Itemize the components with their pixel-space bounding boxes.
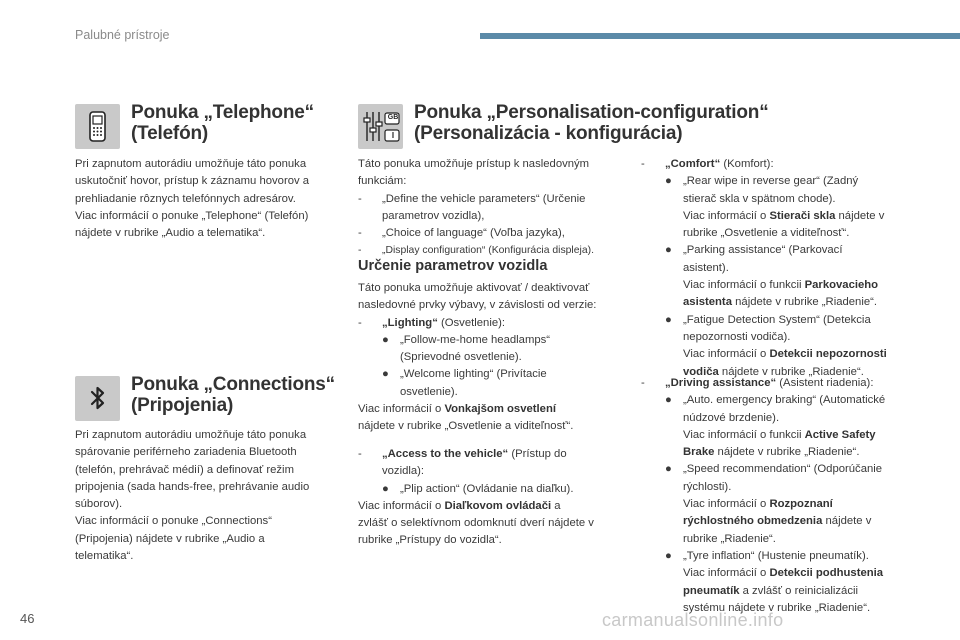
language-label-i: I xyxy=(391,131,395,140)
phone-icon xyxy=(75,104,120,149)
language-label-gb: GB xyxy=(387,114,399,121)
personalisation-body: Táto ponuka umožňuje prístup k nasledovným funkciám: - „Define the vehicle parameters“ (Určenie parametrov vozidla), - „Choice of language“ (Voľba jazyka), - „Display configuration“ (Konfigurácia displeja). xyxy=(358,158,594,257)
bluetooth-icon xyxy=(75,376,120,421)
telephone-body: Pri zapnutom autorádiu umožňuje táto ponuka uskutočniť hovor, prístup k záznamu hovorov a prehliadanie rôznych telefónnych adresárov. Viac informácií o ponuke „Telephone“ (Telefón) nájdete v rubrike „Audio a telematika“. xyxy=(75,158,310,240)
vehicle-params-body: Táto ponuka umožňuje aktivovať / deaktivovať nasledovné prvky výbavy, v závislosti od verzie: - „Lighting“ (Osvetlenie): ● „Follow-me-home headlamps“ (Sprievodné osvetlenie). ● „Welcome lighting“ (Privítacie osvetlenie). Viac informácií o Vonkajšom osvetlení nájdete v rubrike „Osvetlenie a viditeľnosť“. xyxy=(358,282,597,433)
page-number: 46 xyxy=(20,611,35,626)
comfort-body: - „Comfort“ (Komfort): ● „Rear wipe in reverse gear“ (Zadný stierač skla v spätnom chode). Viac informácií o Stierači skla nájdete v rubrike „Osvetlenie a viditeľnosť“. ● „Parking assistance“ (Parkovací asistent). Viac informácií o funkcii Parkovacieho asistenta nájdete v rubrike „Riadenie“. ● „Fatigue Detection System“ (Detekcia nepozornosti vodiča). Viac informácií o Detekcii nepozornosti vodiča nájdete v rubrike „Riadenie“. xyxy=(641,158,887,378)
driving-body: - „Driving assistance“ (Asistent riadenia): ● „Auto. emergency braking“ (Automatické núdzové brzdenie). Viac informácií o funkcii Active Safety Brake nájdete v rubrike „Riadenie“. ● „Speed recommendation“ (Odporúčanie rýchlosti). Viac informácií o Rozpoznaní rýchlostného obmedzenia nájdete v rubrike „Riadenie“. ● „Tyre inflation“ (Hustenie pneumatík). Viac informácií o Detekcii podhustenia pneumatík a zvlášť o reinicializácii systému nájdete v rubrike „Riadenie“. xyxy=(641,377,886,614)
settings-sliders-icon xyxy=(358,104,403,149)
telephone-title: Ponuka „Telephone“ (Telefón) xyxy=(131,102,314,144)
vehicle-params-subtitle: Určenie parametrov vozidla xyxy=(358,258,548,274)
personalisation-title: Ponuka „Personalisation-configuration“ (Personalizácia - konfigurácia) xyxy=(414,102,769,144)
connections-body: Pri zapnutom autorádiu umožňuje táto ponuka spárovanie periférneho zariadenia Bluetooth (telefón, prehrávač médií) a definovať režim pripojenia (sada hands-free, prehrávanie audio súborov). Viac informácií o ponuke „Connections“ (Pripojenia) nájdete v rubrike „Audio a telematika“. xyxy=(75,429,310,563)
section-header: Palubné prístroje xyxy=(75,28,170,42)
access-body: - „Access to the vehicle“ (Prístup do vozidla): ● „Plip action“ (Ovládanie na diaľku). Viac informácií o Diaľkovom ovládači a zvlášť o selektívnom odomknutí dverí nájdete v rubrike „Prístupy do vozidla“. xyxy=(358,448,594,547)
connections-title: Ponuka „Connections“ (Pripojenia) xyxy=(131,374,335,416)
watermark: carmanualsonline.info xyxy=(602,610,784,630)
header-bar xyxy=(480,33,960,39)
